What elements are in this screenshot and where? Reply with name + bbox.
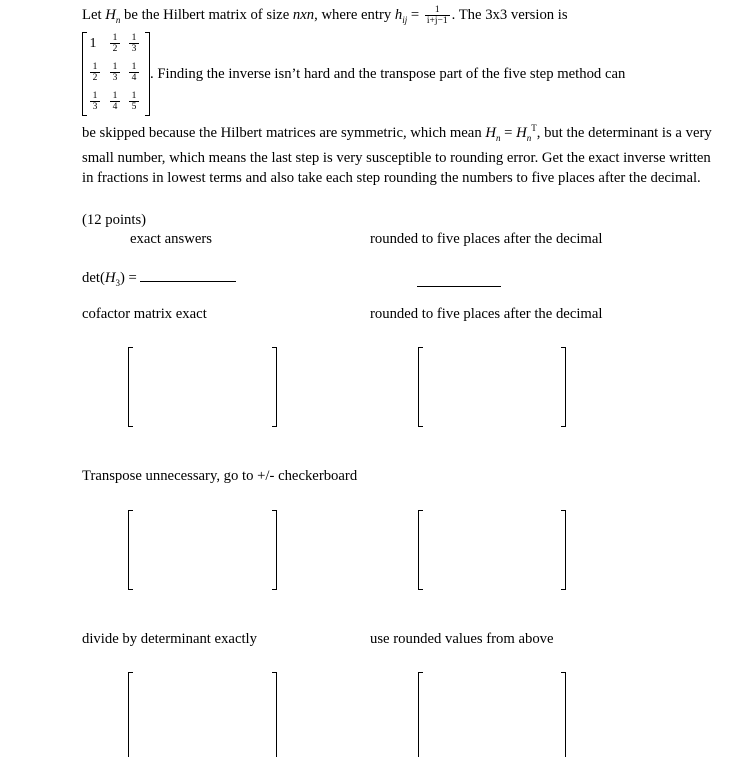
matrix-cell: 1 4 xyxy=(106,91,124,112)
divide-rounded-label: use rounded values from above xyxy=(370,631,554,647)
cofactor-rounded-label: rounded to five places after the decimal xyxy=(370,306,603,322)
rounded-header: rounded to five places after the decimal xyxy=(370,231,603,247)
exact-answers-header: exact answers xyxy=(130,231,212,247)
matrix-cell: 1 3 xyxy=(125,33,143,54)
checkerboard-rounded-left-bracket xyxy=(418,510,423,590)
matrix-cell: 1 2 xyxy=(106,33,124,54)
inverse-exact-right-bracket xyxy=(272,672,277,757)
matrix-cell: 1 xyxy=(89,36,97,51)
cofactor-exact-left-bracket xyxy=(128,347,133,427)
intro-line: Let $H_n$ be the Hilbert matrix of size nxn, where entry $h_{ij}$ = $\frac{1}{i+j-1}$ . The 3x3 version is xyxy=(82,5,568,26)
inverse-rounded-right-bracket xyxy=(561,672,566,757)
matrix-trailing-text: . Finding the inverse isn’t hard and the transpose part of the five step method can xyxy=(150,66,626,82)
transpose-note: Transpose unnecessary, go to +/- checkerboard xyxy=(82,468,358,484)
hilbert-matrix xyxy=(82,30,150,116)
description-paragraph: be skipped because the Hilbert matrices are symmetric, which mean $H_n = H_n^T$, but the determinant is a very small number, which means the last step is very susceptible to rounding error. Get the exact inverse written in fractions in lowest terms and also take each step rounding the numbers to five places after the decimal. xyxy=(82,123,712,186)
checkerboard-exact-left-bracket xyxy=(128,510,133,590)
points-label: (12 points) xyxy=(82,212,147,228)
matrix-cell: 1 2 xyxy=(86,62,104,83)
det-exact-blank[interactable] xyxy=(140,281,236,282)
inverse-rounded-left-bracket xyxy=(418,672,423,757)
matrix-cell: 1 5 xyxy=(125,91,143,112)
checkerboard-rounded-right-bracket xyxy=(561,510,566,590)
cofactor-exact-right-bracket xyxy=(272,347,277,427)
entry-fraction: $\frac{1}{i+j-1}$ xyxy=(426,5,448,26)
cofactor-rounded-right-bracket xyxy=(561,347,566,427)
matrix-cell: 1 3 xyxy=(86,91,104,112)
det-rounded-blank[interactable] xyxy=(417,286,501,287)
determinant-label: $\det(H_3)$ = xyxy=(82,270,236,288)
cofactor-rounded-left-bracket xyxy=(418,347,423,427)
checkerboard-exact-right-bracket xyxy=(272,510,277,590)
cofactor-exact-label: cofactor matrix exact xyxy=(82,306,207,322)
matrix-cell: 1 4 xyxy=(125,62,143,83)
matrix-cell: 1 3 xyxy=(106,62,124,83)
divide-exact-label: divide by determinant exactly xyxy=(82,631,257,647)
inverse-exact-left-bracket xyxy=(128,672,133,757)
